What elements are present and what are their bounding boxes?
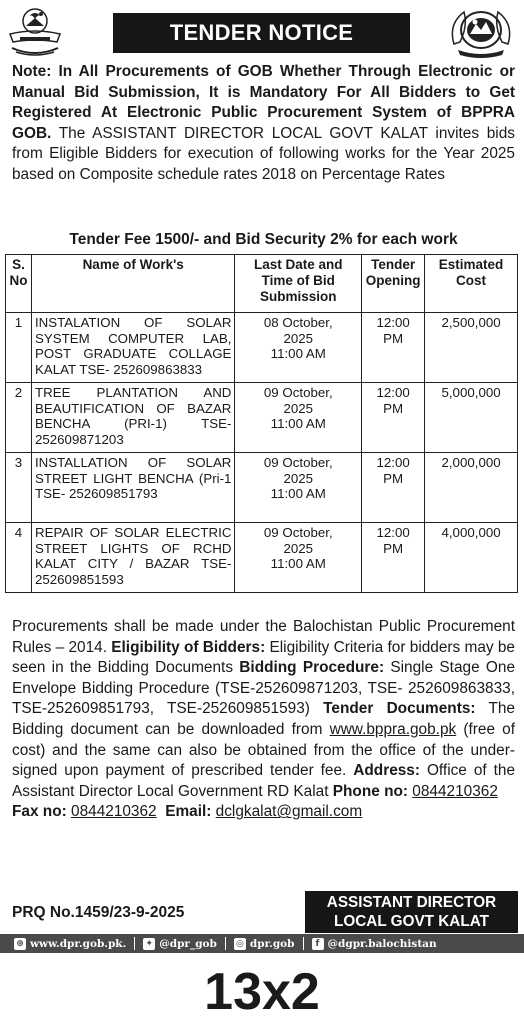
divider bbox=[134, 937, 135, 950]
divider bbox=[225, 937, 226, 950]
header-date: Last Date and Time of Bid Submission bbox=[235, 255, 362, 313]
row-opening-time: 12:00 bbox=[376, 525, 410, 540]
works-table bbox=[5, 254, 518, 593]
divider bbox=[303, 937, 304, 950]
row-opening bbox=[362, 383, 425, 453]
terms-paragraph bbox=[12, 617, 515, 823]
row-date bbox=[235, 383, 362, 453]
social-website[interactable] bbox=[14, 938, 126, 950]
eligibility-label: Eligibility of Bidders: bbox=[111, 638, 266, 656]
header-cost: Estimated Cost bbox=[425, 255, 518, 313]
procedure-text: Single Stage One Envelope Bidding Procedure (TSE-252609871203, TSE- 252609863833, TSE-252609851793, TSE-252609851593) bbox=[12, 659, 515, 718]
row-cost: 2,500,000 bbox=[425, 313, 518, 383]
table-row bbox=[6, 313, 518, 383]
row-work: INSTALATION OF SOLAR SYSTEM COMPUTER LAB, POST GRADUATE COLLAGE KALAT TSE- 252609863833 bbox=[31, 313, 234, 383]
signatory-box bbox=[305, 891, 518, 933]
row-sno: 4 bbox=[6, 523, 32, 593]
procurement-rules-text: Procurements shall be made under the Balochistan Public Procurement Rules – 2014. bbox=[12, 618, 515, 656]
phone-label: Phone no: bbox=[332, 782, 408, 800]
documents-label: Tender Documents: bbox=[323, 700, 476, 718]
row-work: TREE PLANTATION AND BEAUTIFICATION OF BAZAR BENCHA (PRI-1) TSE- 252609871203 bbox=[31, 383, 234, 453]
intro-rest: invites bids from Eligible Bidders for execution of following works for the Year 2025 based on Composite schedule rates 2018 on Percentage Rates bbox=[12, 124, 515, 183]
table-row bbox=[6, 453, 518, 523]
twitter-icon: ✦ bbox=[143, 938, 155, 950]
row-date-year: 2025 bbox=[283, 540, 314, 556]
row-date-day: 09 October, bbox=[263, 455, 333, 470]
prq-number: PRQ No.1459/23-9-2025 bbox=[12, 904, 185, 921]
row-date bbox=[235, 453, 362, 523]
row-date-day: 09 October, bbox=[263, 385, 333, 400]
row-date-time: 11:00 AM bbox=[270, 346, 326, 361]
row-opening-time: 12:00 bbox=[376, 315, 410, 330]
globe-icon: ⊕ bbox=[14, 938, 26, 950]
row-sno: 2 bbox=[6, 383, 32, 453]
intro-paragraph bbox=[12, 62, 515, 185]
row-date-year: 2025 bbox=[283, 330, 314, 346]
row-date-year: 2025 bbox=[283, 400, 314, 416]
table-row bbox=[6, 383, 518, 453]
social-twitter[interactable] bbox=[143, 938, 217, 950]
row-date bbox=[235, 313, 362, 383]
row-cost: 5,000,000 bbox=[425, 383, 518, 453]
header-sno: S. No bbox=[6, 255, 32, 313]
row-opening-period: PM bbox=[383, 400, 404, 416]
instagram-icon: ◎ bbox=[234, 938, 246, 950]
header-opening: Tender Opening bbox=[362, 255, 425, 313]
phone-number[interactable]: 0844210362 bbox=[412, 782, 498, 800]
registration-note: Note: In All Procurements of GOB Whether Through Electronic or Manual Bid Submission, It is Mandatory For All Bidders to Get Registered At Electronic Public Procurement System of BPPRA GOB. bbox=[12, 63, 515, 142]
row-date-time: 11:00 AM bbox=[270, 486, 326, 501]
row-cost: 4,000,000 bbox=[425, 523, 518, 593]
social-website-text: www.dpr.gob.pk. bbox=[30, 937, 127, 950]
row-sno: 1 bbox=[6, 313, 32, 383]
local-government-emblem-icon bbox=[448, 4, 514, 58]
email-label: Email: bbox=[165, 803, 212, 821]
row-date bbox=[235, 523, 362, 593]
row-opening bbox=[362, 523, 425, 593]
row-date-day: 09 October, bbox=[263, 525, 333, 540]
fax-number: 0844210362 bbox=[71, 803, 157, 821]
procedure-label: Bidding Procedure: bbox=[239, 659, 385, 677]
balochistan-emblem-icon bbox=[6, 4, 64, 58]
row-opening-period: PM bbox=[383, 470, 404, 486]
row-date-time: 11:00 AM bbox=[270, 416, 326, 431]
social-twitter-text: @dpr_gob bbox=[159, 937, 217, 950]
issuing-authority: ASSISTANT DIRECTOR LOCAL GOVT KALAT bbox=[92, 124, 428, 142]
row-opening bbox=[362, 453, 425, 523]
notice-title: TENDER NOTICE bbox=[113, 13, 410, 53]
social-media-bar bbox=[0, 934, 524, 953]
address-label: Address: bbox=[353, 762, 420, 780]
social-facebook[interactable] bbox=[312, 938, 437, 950]
address-text: Office of the Assistant Director Local Government RD Kalat bbox=[12, 762, 515, 800]
bppra-website-link[interactable]: www.bppra.gob.pk bbox=[329, 720, 457, 738]
header-work: Name of Work's bbox=[31, 255, 234, 313]
ad-size-label: 13x2 bbox=[204, 963, 320, 1021]
table-row bbox=[6, 523, 518, 593]
row-date-time: 11:00 AM bbox=[270, 556, 326, 571]
facebook-icon: f bbox=[312, 938, 324, 950]
row-opening bbox=[362, 313, 425, 383]
row-opening-time: 12:00 bbox=[376, 455, 410, 470]
row-opening-time: 12:00 bbox=[376, 385, 410, 400]
signatory-title: ASSISTANT DIRECTOR bbox=[326, 894, 497, 911]
tender-fee-line: Tender Fee 1500/- and Bid Security 2% for each work bbox=[69, 231, 458, 248]
social-facebook-text: @dgpr.balochistan bbox=[327, 937, 437, 950]
documents-text-continued: (free of cost) and the same can also be obtained from the office of the under-signed upon payment of prescribed tender fee. bbox=[12, 720, 515, 780]
documents-text: The Bidding document can be downloaded from bbox=[12, 700, 515, 738]
row-work: INSTALLATION OF SOLAR STREET LIGHT BENCHA (Pri-1 TSE- 252609851793 bbox=[31, 453, 234, 523]
row-date-day: 08 October, bbox=[263, 315, 333, 330]
signatory-office: LOCAL GOVT KALAT bbox=[334, 913, 489, 930]
fax-label: Fax no: bbox=[12, 803, 67, 821]
social-instagram-text: dpr.gob bbox=[249, 937, 295, 950]
email-link[interactable]: dclgkalat@gmail.com bbox=[215, 803, 363, 821]
row-sno: 3 bbox=[6, 453, 32, 523]
row-cost: 2,000,000 bbox=[425, 453, 518, 523]
row-opening-period: PM bbox=[383, 540, 404, 556]
social-instagram[interactable] bbox=[234, 938, 295, 950]
eligibility-text: Eligibility Criteria for bidders may be seen in the Bidding Documents bbox=[12, 638, 515, 677]
row-opening-period: PM bbox=[383, 330, 404, 346]
intro-prefix: The bbox=[51, 124, 93, 142]
table-header-row bbox=[6, 255, 518, 313]
row-date-year: 2025 bbox=[283, 470, 314, 486]
header bbox=[0, 0, 524, 62]
row-work: REPAIR OF SOLAR ELECTRIC STREET LIGHTS OF RCHD KALAT CITY / BAZAR TSE- 252609851593 bbox=[31, 523, 234, 593]
